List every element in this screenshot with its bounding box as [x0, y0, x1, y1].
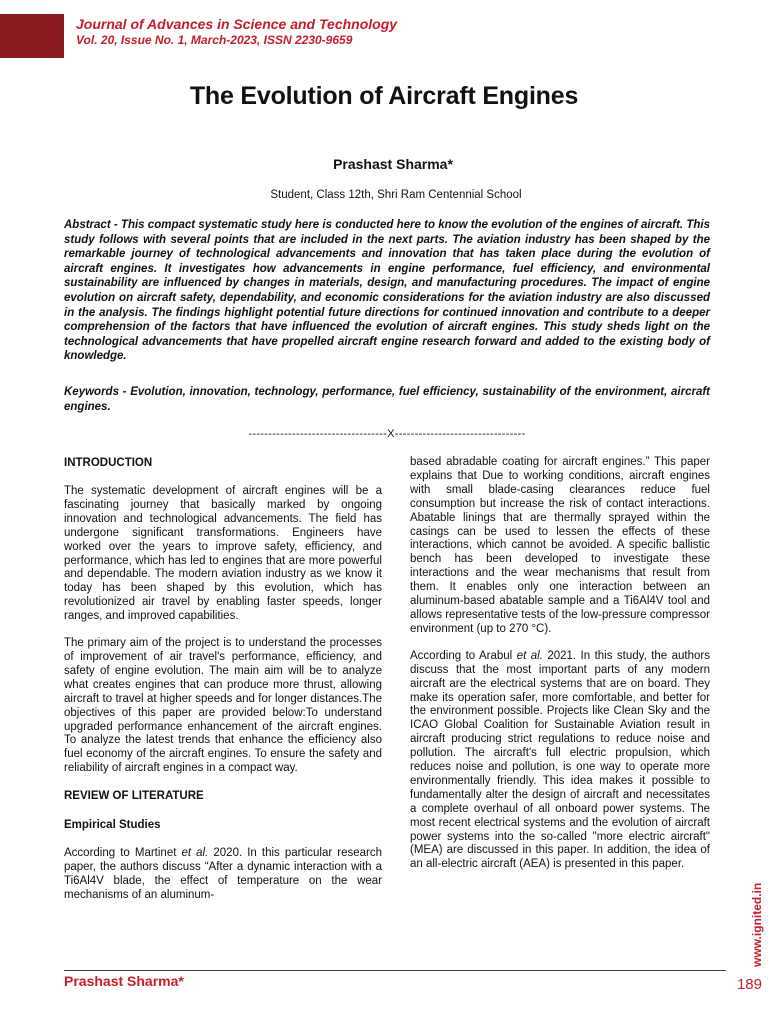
page-number: 189 [736, 976, 762, 993]
intro-paragraph-1: The systematic development of aircraft engines will be a fascinating journey that basically marked by ongoing innovation and technological advancements. The field has undergone significant transformations. Engineers have worked over the years to improve safety, efficiency, and performance, which has led to engines that are more powerful and dependable. The modern aviation industry as we know it today has been shaped by this evolution, which has revolutionized air travel by enabling faster speeds, longer ranges, and improved capabilities. [64, 485, 382, 623]
arabul-text-pre: According to Arabul [410, 649, 517, 662]
paper-title: The Evolution of Aircraft Engines [189, 82, 579, 110]
arabul-text-post: 2021. In this study, the authors discuss that the most important parts of any modern aircraft are the electrical systems that are on board. They make its operation safer, more comfortable, and better for the environment possible. Projects like Clean Sky and the ICAO Global Coalition for Sustainable Aviation result in aircraft producing strict regulations to reduce noise and pollution. The aircraft's full electric propulsion, which reduces noise and pollution, is one way to operate more environmentally friendly. This idea makes it possible to fundamentally alter the design of aircraft and necessitates a complete overhaul of all onboard power systems. The most recent electrical systems and the evolution of aircraft power systems into the so-called "more electric aircraft" (MEA) are discussed in this paper. In addition, the idea of an all-electric aircraft (AEA) is presented in this paper. [410, 649, 711, 871]
footer-divider [64, 970, 726, 971]
martinet-text-pre: According to Martinet [64, 847, 182, 860]
journal-volume-info: Vol. 20, Issue No. 1, March-2023, ISSN 2230-9659 [76, 33, 353, 47]
paper-affiliation: Student, Class 12th, Shri Ram Centennial School [270, 189, 522, 201]
intro-paragraph-2: The primary aim of the project is to understand the processes of improvement of air travel's performance, efficiency, and safety of engine evolution. The main aim will be to analyze what creates engines that can produce more thrust, allowing aircraft to travel at higher speeds and for longer distances.The objectives of this paper are provided below:To understand upgraded performance enhancement of the aircraft engines. To analyze the latest trends that enhance the efficiency also fuel economy of the aircraft engines. To ensure the safety and reliability of aircraft engines in a compact way. [64, 637, 382, 775]
left-column [64, 456, 382, 916]
arabul-et-al: et al. [516, 649, 543, 662]
keywords: Keywords - Evolution, innovation, technology, performance, fuel efficiency, sustainability of the environment, aircraft engines. [64, 386, 710, 413]
review-heading: REVIEW OF LITERATURE [64, 790, 204, 803]
arabul-paragraph [410, 650, 710, 873]
introduction-heading: INTRODUCTION [64, 457, 153, 469]
right-paragraph-1: based abradable coating for aircraft engines.” This paper explains that Due to working conditions, aircraft engines with small blade-casing clearances reduce fuel consumption but increase the risk of contact interactions. Abatable linings that are thermally sprayed within the casings can be used to lessen the effects of these interactions, which cannot be avoided. A specific ballistic bench has been developed to investigate these interactions and the wear mechanisms that result from them. It enables only one interaction between an aluminum-based abatable sample and a Ti6Al4V tool and allows representative tests of the low-pressure compressor environment (up to 270 °C). [410, 456, 710, 635]
journal-header [76, 16, 397, 48]
martinet-text-post: 2020. In this particular research paper, the authors discuss “After a dynamic interaction with a Ti6Al4V blade, the effect of temperature on the wear mechanisms of an aluminum- [64, 847, 382, 901]
header-corner-block [0, 14, 64, 58]
abstract: Abstract - This compact systematic study here is conducted here to know the evolution of the engines of aircraft. This study follows with several points that are included in the next parts. The aviation industry has been shaped by the remarkable journey of technological advancements and innovation that has taken place during the evolution of aircraft engines. It investigates how advancements in engine performance, fuel efficiency, and environmental sustainability are influenced by changes in materials, design, and manufacturing procedures. The impact of engine evolution on aircraft safety, dependability, and economic considerations for the aviation industry are also discussed in the analysis. The findings highlight potential future directions for continued innovation and contribute to a deeper comprehension of the factors that have influenced the evolution of aircraft engines. This study sheds light on the technological advancements that have propelled aircraft engine research forward and added to the existing body of knowledge. [64, 219, 710, 363]
journal-name: Journal of Advances in Science and Technology [76, 16, 398, 32]
website-link[interactable]: www.ignited.in [750, 882, 764, 967]
section-separator: -----------------------------------X--------------------------------- [248, 428, 526, 440]
footer-author: Prashast Sharma* [64, 973, 184, 989]
martinet-et-al: et al. [181, 847, 209, 860]
right-column [410, 456, 710, 885]
empirical-studies-heading: Empirical Studies [64, 819, 161, 832]
paper-author: Prashast Sharma* [333, 156, 453, 172]
martinet-paragraph [64, 847, 382, 903]
